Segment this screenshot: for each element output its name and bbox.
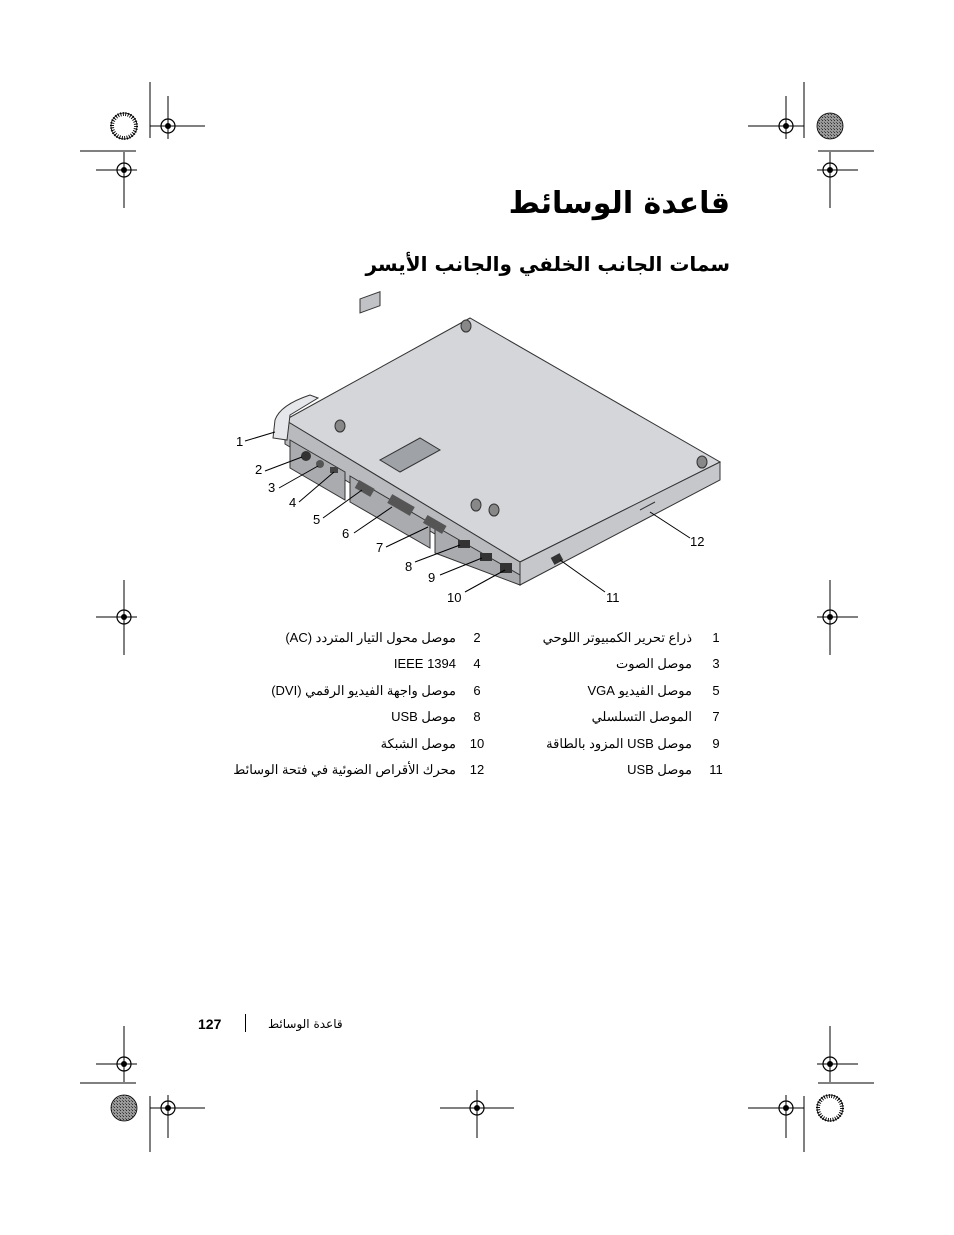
legend-text: موصل الشبكة	[380, 736, 456, 751]
legend-text: موصل محول التيار المتردد (AC)	[285, 630, 456, 645]
crop-mark-top-left	[80, 82, 205, 208]
legend-num: 12	[469, 762, 485, 777]
callout-11: 11	[606, 590, 620, 605]
legend-num: 8	[473, 709, 481, 724]
crop-mark-bottom-center	[440, 1090, 514, 1138]
legend-num: 4	[473, 656, 481, 671]
legend-text: موصل الصوت	[616, 656, 692, 671]
legend-num: 5	[712, 683, 720, 698]
legend-text: موصل USB	[627, 762, 692, 777]
legend-num: 10	[469, 736, 485, 751]
legend-text: موصل USB	[391, 709, 456, 724]
legend-text: موصل واجهة الفيديو الرقمي (DVI)	[271, 683, 456, 698]
legend-text: موصل الفيديو VGA	[587, 683, 692, 698]
page-number: 127	[198, 1016, 222, 1032]
legend-num: 6	[473, 683, 481, 698]
legend-text: موصل USB المزود بالطاقة	[546, 736, 692, 751]
legend-text: محرك الأقراص الضوئية في فتحة الوسائط	[233, 762, 456, 777]
callout-8: 8	[405, 559, 413, 574]
legend-num: 2	[473, 630, 481, 645]
legend-text: IEEE 1394	[393, 656, 456, 671]
footer-divider	[245, 1014, 246, 1032]
media-base-illustration	[273, 292, 720, 585]
legend-num: 11	[709, 762, 723, 777]
callout-3: 3	[268, 480, 276, 495]
callout-2: 2	[255, 462, 263, 477]
crop-mark-middle-right	[817, 580, 858, 655]
legend-text: الموصل التسلسلي	[591, 709, 692, 724]
legend-num: 1	[712, 630, 720, 645]
crop-mark-bottom-left	[80, 1026, 205, 1152]
callout-10: 10	[447, 590, 462, 605]
callout-5: 5	[313, 512, 321, 527]
page-title: قاعدة الوسائط	[508, 186, 730, 221]
legend-text: ذراع تحرير الكمبيوتر اللوحي	[542, 630, 692, 645]
callout-12: 12	[690, 534, 705, 549]
legend-num: 9	[712, 736, 720, 751]
callout-1: 1	[236, 434, 244, 449]
callout-4: 4	[289, 495, 297, 510]
crop-mark-middle-left	[96, 580, 137, 655]
crop-mark-bottom-right	[748, 1026, 874, 1152]
section-subtitle: سمات الجانب الخلفي والجانب الأيسر	[365, 252, 730, 276]
callout-9: 9	[428, 570, 436, 585]
legend-num: 7	[712, 709, 720, 724]
footer-section-title: قاعدة الوسائط	[268, 1017, 343, 1031]
callout-6: 6	[342, 526, 350, 541]
callout-7: 7	[376, 540, 384, 555]
crop-mark-top-right	[748, 82, 874, 208]
legend-num: 3	[712, 656, 720, 671]
